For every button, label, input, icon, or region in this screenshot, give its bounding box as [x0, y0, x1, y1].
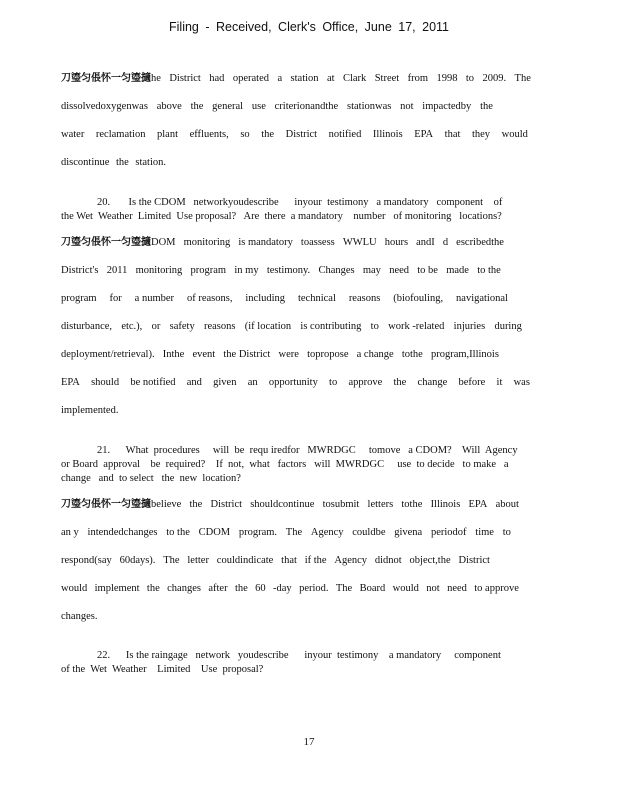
- question-21-line: or Board approval be required? If not, what factors will MWRDGC use to decide to make a: [61, 459, 509, 470]
- answer-line: 刀瑬匀倀怀一匀瑬擿he District had operated a station at Clark Street from 1998 to 2009. The: [61, 73, 531, 84]
- answer-line: deployment/retrieval). Inthe event the District were topropose a change tothe program,Illinois: [61, 349, 499, 360]
- answer-line: water reclamation plant effluents, so the District notified Illinois EPA that they would: [61, 129, 528, 140]
- answer-line: dissolvedoxygenwas above the general use criterionandthe stationwas not impactedby the: [61, 101, 493, 112]
- answer-line: would implement the changes after the 60 -day period. The Board would not need to approve: [61, 583, 519, 594]
- answer-line: changes.: [61, 611, 98, 622]
- answer-marker: 刀瑬匀倀怀一匀瑬擿: [61, 73, 151, 84]
- question-22-line: 22. Is the raingage network youdescribe inyour testimony a mandatory component: [97, 650, 501, 661]
- question-21-line: 21. What procedures will be requ iredfor MWRDGC tomove a CDOM? Will Agency: [97, 445, 518, 456]
- question-20-line: 20. Is the CDOM networkyoudescribe inyour testimony a mandatory component of: [97, 197, 503, 208]
- question-22-line: of the Wet Weather Limited Use proposal?: [61, 664, 264, 675]
- answer-marker: 刀瑬匀倀怀一匀瑬擿: [61, 237, 151, 248]
- answer-line: program for a number of reasons, including technical reasons (biofouling, navigational: [61, 293, 508, 304]
- answer-line: an y intendedchanges to the CDOM program. The Agency couldbe givena periodof time to: [61, 527, 511, 538]
- answer-marker: 刀瑬匀倀怀一匀瑬擿: [61, 499, 151, 510]
- question-21-line: change and to select the new location?: [61, 473, 241, 484]
- answer-line: 刀瑬匀倀怀一匀瑬擿believe the District shouldcontinue tosubmit letters tothe Illinois EPA about: [61, 499, 519, 510]
- page-number: 17: [303, 736, 315, 748]
- answer-line: implemented.: [61, 405, 119, 416]
- filing-header: Filing - Received, Clerk's Office, June 17, 2011: [169, 20, 449, 34]
- question-20-line: the Wet Weather Limited Use proposal? Are there a mandatory number of monitoring locations?: [61, 211, 502, 222]
- answer-line: disturbance, etc.), or safety reasons (if location is contributing to work -related injuries during: [61, 321, 522, 332]
- answer-line: EPA should be notified and given an opportunity to approve the change before it was: [61, 377, 530, 388]
- answer-line: District's 2011 monitoring program in my testimony. Changes may need to be made to the: [61, 265, 501, 276]
- answer-line: respond(say 60days). The letter couldindicate that if the Agency didnot object,the District: [61, 555, 490, 566]
- answer-line: discontinue the station.: [61, 157, 166, 168]
- answer-line: 刀瑬匀倀怀一匀瑬擿DOM monitoring is mandatory toassess WWLU hours andI d escribedthe: [61, 237, 504, 248]
